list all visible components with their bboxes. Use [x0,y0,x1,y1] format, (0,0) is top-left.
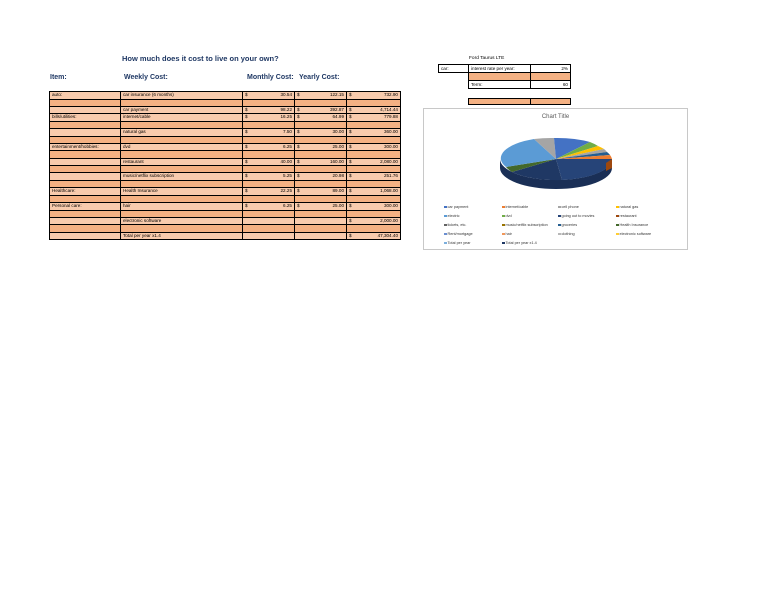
cell-item[interactable] [121,225,243,232]
cell-value: 6.25 [283,203,292,209]
cell-cat[interactable]: bills/utilities: [50,114,121,122]
cell-monthly[interactable] [295,217,347,225]
cell-value: 360.00 [383,129,398,135]
legend-label: cell phone [561,205,579,209]
legend-label: clothing [561,232,575,236]
cell-item[interactable] [121,210,243,217]
cell-value: 64.99 [332,114,344,120]
cell-cat[interactable] [50,232,121,240]
currency-symbol: $ [297,106,300,112]
cell-weekly[interactable] [243,195,295,202]
legend-swatch [558,215,561,218]
cell-yearly[interactable] [347,173,401,181]
table-row [50,232,401,240]
cell-yearly[interactable] [347,217,401,225]
legend-entry [444,214,460,218]
table-row [50,136,401,143]
legend-label: Total per year [447,241,471,245]
cell-cat[interactable] [50,180,121,187]
term-value[interactable]: 60 [531,81,571,89]
legend-swatch [616,224,619,227]
cell-cat[interactable] [50,158,121,166]
cell-weekly[interactable] [243,225,295,232]
cell-value: 89.00 [332,188,344,194]
legend-label: hair [505,232,512,236]
currency-symbol: $ [349,203,352,209]
currency-symbol: $ [297,114,300,120]
cell-weekly[interactable] [243,151,295,158]
currency-symbol: $ [349,92,352,97]
cell-item[interactable] [121,121,243,128]
cell-monthly[interactable] [295,99,347,106]
cell-monthly[interactable] [295,173,347,181]
header-monthly: Monthly Cost: [247,74,294,81]
legend-label: electronic software [619,232,652,236]
rate-value[interactable]: 2% [531,65,571,73]
cell-item[interactable]: hair [121,203,243,211]
cell-item[interactable]: music/netflix subscription [121,173,243,181]
cell-value: 20.98 [332,173,344,179]
cell-weekly[interactable] [243,188,295,196]
cell-yearly[interactable] [347,121,401,128]
car-loan-summary [468,98,571,105]
cell-weekly[interactable] [243,143,295,151]
loan-summary-value [531,99,571,105]
cell-weekly[interactable] [243,180,295,187]
legend-entry [502,232,512,236]
cell-value: 22.25 [280,188,292,194]
car-loan-title: Ford Taurus LTE [469,56,505,61]
table-row [50,129,401,137]
cell-cat[interactable] [50,217,121,225]
cell-monthly[interactable] [295,232,347,240]
legend-label: Health Insurance [619,223,649,227]
cell-weekly[interactable] [243,203,295,211]
cell-monthly[interactable] [295,180,347,187]
legend-entry [444,223,467,227]
cell-cat[interactable]: entertainment/hobbies: [50,143,121,151]
currency-symbol: $ [245,173,248,179]
currency-symbol: $ [349,106,352,112]
legend-swatch [444,233,447,236]
legend-swatch [616,215,619,218]
cell-yearly[interactable] [347,210,401,217]
cell-monthly[interactable] [295,143,347,151]
legend-label: car payment [447,205,469,209]
cell-item[interactable]: car payment [121,106,243,114]
cell-item[interactable]: Health Insurance [121,188,243,196]
legend-entry [616,232,651,236]
cell-value: 300.00 [383,203,398,209]
table-row [50,210,401,217]
legend-entry [502,223,548,227]
table-row [50,114,401,122]
cell-monthly[interactable] [295,166,347,173]
currency-symbol: $ [349,232,352,238]
legend-label: natural gas [619,205,639,209]
cell-value: 1,068.00 [380,188,398,194]
cell-weekly[interactable] [243,121,295,128]
legend-swatch [502,242,505,245]
table-row [50,166,401,173]
legend-label: music/netflix subscription [505,223,548,227]
currency-symbol: $ [245,203,248,209]
currency-symbol: $ [245,114,248,120]
table-row [50,217,401,225]
table-row [50,92,401,100]
cell-cat[interactable] [50,99,121,106]
currency-symbol: $ [245,106,248,112]
cell-yearly[interactable] [347,180,401,187]
cell-item[interactable] [121,136,243,143]
currency-symbol: $ [349,217,352,223]
table-row [50,151,401,158]
legend-swatch [444,242,447,245]
cell-monthly[interactable] [295,129,347,137]
cell-value: 6.25 [283,143,292,149]
pie-chart[interactable] [423,108,688,250]
table-row [50,195,401,202]
cell-cat[interactable] [50,106,121,114]
cell-weekly[interactable] [243,166,295,173]
cell-value: 251.76 [383,173,398,179]
cell-item[interactable] [121,166,243,173]
currency-symbol: $ [297,92,300,97]
header-weekly: Weekly Cost: [124,74,168,81]
legend-entry [558,232,575,236]
table-row [50,121,401,128]
cell-weekly[interactable] [243,217,295,225]
header-yearly: Yearly Cost: [299,74,340,81]
cell-value: 160.00 [329,158,344,164]
cell-value: 5.25 [283,173,292,179]
cell-weekly[interactable] [243,114,295,122]
cell-yearly[interactable] [347,114,401,122]
cell-weekly[interactable] [243,106,295,114]
cell-weekly[interactable] [243,129,295,137]
cell-weekly[interactable] [243,158,295,166]
cell-cat[interactable] [50,166,121,173]
cell-item[interactable] [121,99,243,106]
legend-entry [558,223,577,227]
cell-yearly[interactable] [347,129,401,137]
cell-yearly[interactable] [347,106,401,114]
cell-monthly[interactable] [295,195,347,202]
legend-swatch [558,233,561,236]
cell-yearly[interactable] [347,203,401,211]
cell-item[interactable]: internet/cable [121,114,243,122]
legend-label: electric [447,214,460,218]
legend-entry [558,205,579,209]
table-row [50,106,401,114]
cell-value: 98.22 [280,106,292,112]
table-row [50,225,401,232]
cell-value: 122.15 [329,92,344,97]
loan-blank-2 [531,73,571,81]
legend-label: Total per year x1.4 [505,241,537,245]
cell-weekly[interactable] [243,232,295,240]
cell-cat[interactable] [50,195,121,202]
table-row [50,180,401,187]
cell-monthly[interactable] [295,106,347,114]
cell-item[interactable] [121,180,243,187]
currency-symbol: $ [349,143,352,149]
cell-monthly[interactable] [295,121,347,128]
legend-label: groceries [561,223,578,227]
currency-symbol: $ [297,203,300,209]
cell-value: 25.00 [332,203,344,209]
cell-cat[interactable] [50,210,121,217]
cell-cat[interactable] [50,121,121,128]
legend-swatch [502,224,505,227]
legend-label: going out to movies [561,214,595,218]
currency-symbol: $ [245,188,248,194]
currency-symbol: $ [297,173,300,179]
cell-value: 7.50 [283,129,292,135]
cell-value: 779.88 [383,114,398,120]
legend-entry [502,214,512,218]
pie-chart-graphic [494,127,619,202]
cell-cat[interactable]: Healthcare: [50,188,121,196]
cell-item[interactable]: restaurant [121,158,243,166]
currency-symbol: $ [297,143,300,149]
cell-item[interactable]: natural gas [121,129,243,137]
cell-yearly[interactable] [347,151,401,158]
legend-swatch [616,233,619,236]
legend-swatch [502,215,505,218]
cell-item[interactable]: Total per year x1.4 [121,232,243,240]
currency-symbol: $ [297,158,300,164]
legend-label: dvd [505,214,512,218]
cell-weekly[interactable] [243,92,295,100]
legend-entry [558,214,594,218]
legend-entry [444,205,468,209]
cell-yearly[interactable] [347,232,401,240]
legend-swatch [558,206,561,209]
cell-value: 16.25 [280,114,292,120]
cell-value: 732.90 [383,92,398,97]
cell-monthly[interactable] [295,203,347,211]
legend-entry [502,241,537,245]
loan-summary-label [469,99,531,105]
cell-yearly[interactable] [347,136,401,143]
cell-monthly[interactable] [295,210,347,217]
cell-weekly[interactable] [243,210,295,217]
cell-item[interactable] [121,151,243,158]
cell-weekly[interactable] [243,173,295,181]
table-row [50,173,401,181]
currency-symbol: $ [297,188,300,194]
currency-symbol: $ [349,173,352,179]
cell-yearly[interactable] [347,143,401,151]
legend-swatch [502,206,505,209]
legend-entry [616,223,648,227]
cell-yearly[interactable] [347,166,401,173]
header-item: Item: [50,74,67,81]
cell-cat[interactable] [50,173,121,181]
table-row [50,188,401,196]
car-label: car: [439,65,469,73]
cell-yearly[interactable] [347,195,401,202]
table-row [50,203,401,211]
legend-label: restaurant [619,214,637,218]
cell-value: 392.87 [329,106,344,112]
rate-label: interest rate per year: [469,65,531,73]
cell-monthly[interactable] [295,114,347,122]
legend-entry [616,205,638,209]
legend-label: Rent/mortgage [447,232,473,236]
cell-item[interactable]: dvd [121,143,243,151]
currency-symbol: $ [297,129,300,135]
table-row [50,158,401,166]
legend-swatch [444,215,447,218]
loan-blank-1 [469,73,531,81]
legend-swatch [558,224,561,227]
legend-entry [616,214,637,218]
currency-symbol: $ [245,129,248,135]
cell-cat[interactable] [50,151,121,158]
cell-cat[interactable] [50,225,121,232]
cell-value: 2,080.00 [380,158,398,164]
cell-yearly[interactable] [347,99,401,106]
cell-value: 300.00 [383,143,398,149]
cell-weekly[interactable] [243,99,295,106]
legend-entry [502,205,528,209]
cell-monthly[interactable] [295,92,347,100]
car-loan-table [438,64,571,89]
term-label: Term: [469,81,531,89]
currency-symbol: $ [245,158,248,164]
cell-yearly[interactable] [347,92,401,100]
cell-cat[interactable] [50,129,121,137]
cell-yearly[interactable] [347,225,401,232]
legend-swatch [444,206,447,209]
cell-item[interactable] [121,195,243,202]
currency-symbol: $ [349,158,352,164]
cell-value: 25.00 [332,143,344,149]
legend-swatch [444,224,447,227]
legend-swatch [616,206,619,209]
legend-entry [444,232,473,236]
cell-monthly[interactable] [295,225,347,232]
cell-yearly[interactable] [347,188,401,196]
legend-entry [444,241,471,245]
sheet-title: How much does it cost to live on your own? [122,54,279,63]
cell-monthly[interactable] [295,158,347,166]
legend-label: tickets, etc. [447,223,467,227]
cell-monthly[interactable] [295,151,347,158]
cell-value: 30.54 [280,92,292,97]
cell-value: 30.00 [332,129,344,135]
cell-yearly[interactable] [347,158,401,166]
cell-cat[interactable]: Personal care: [50,203,121,211]
cell-monthly[interactable] [295,188,347,196]
currency-symbol: $ [349,129,352,135]
cell-value: 40.00 [280,158,292,164]
cell-item[interactable]: car insurance (6 months) [121,92,243,100]
cell-value: 4,714.44 [380,106,398,112]
legend-swatch [502,233,505,236]
cell-weekly[interactable] [243,136,295,143]
currency-symbol: $ [245,92,248,97]
currency-symbol: $ [245,143,248,149]
cell-monthly[interactable] [295,136,347,143]
legend-label: internet/cable [505,205,529,209]
table-row [50,143,401,151]
cell-cat[interactable] [50,136,121,143]
chart-title: Chart Title [541,114,570,120]
cell-item[interactable]: electronic software [121,217,243,225]
cell-value: 47,304.40 [377,232,398,238]
cell-value: 2,000.00 [380,217,398,223]
cell-cat[interactable]: auto: [50,92,121,100]
table-row [50,99,401,106]
budget-table [49,91,401,240]
currency-symbol: $ [349,114,352,120]
currency-symbol: $ [349,188,352,194]
